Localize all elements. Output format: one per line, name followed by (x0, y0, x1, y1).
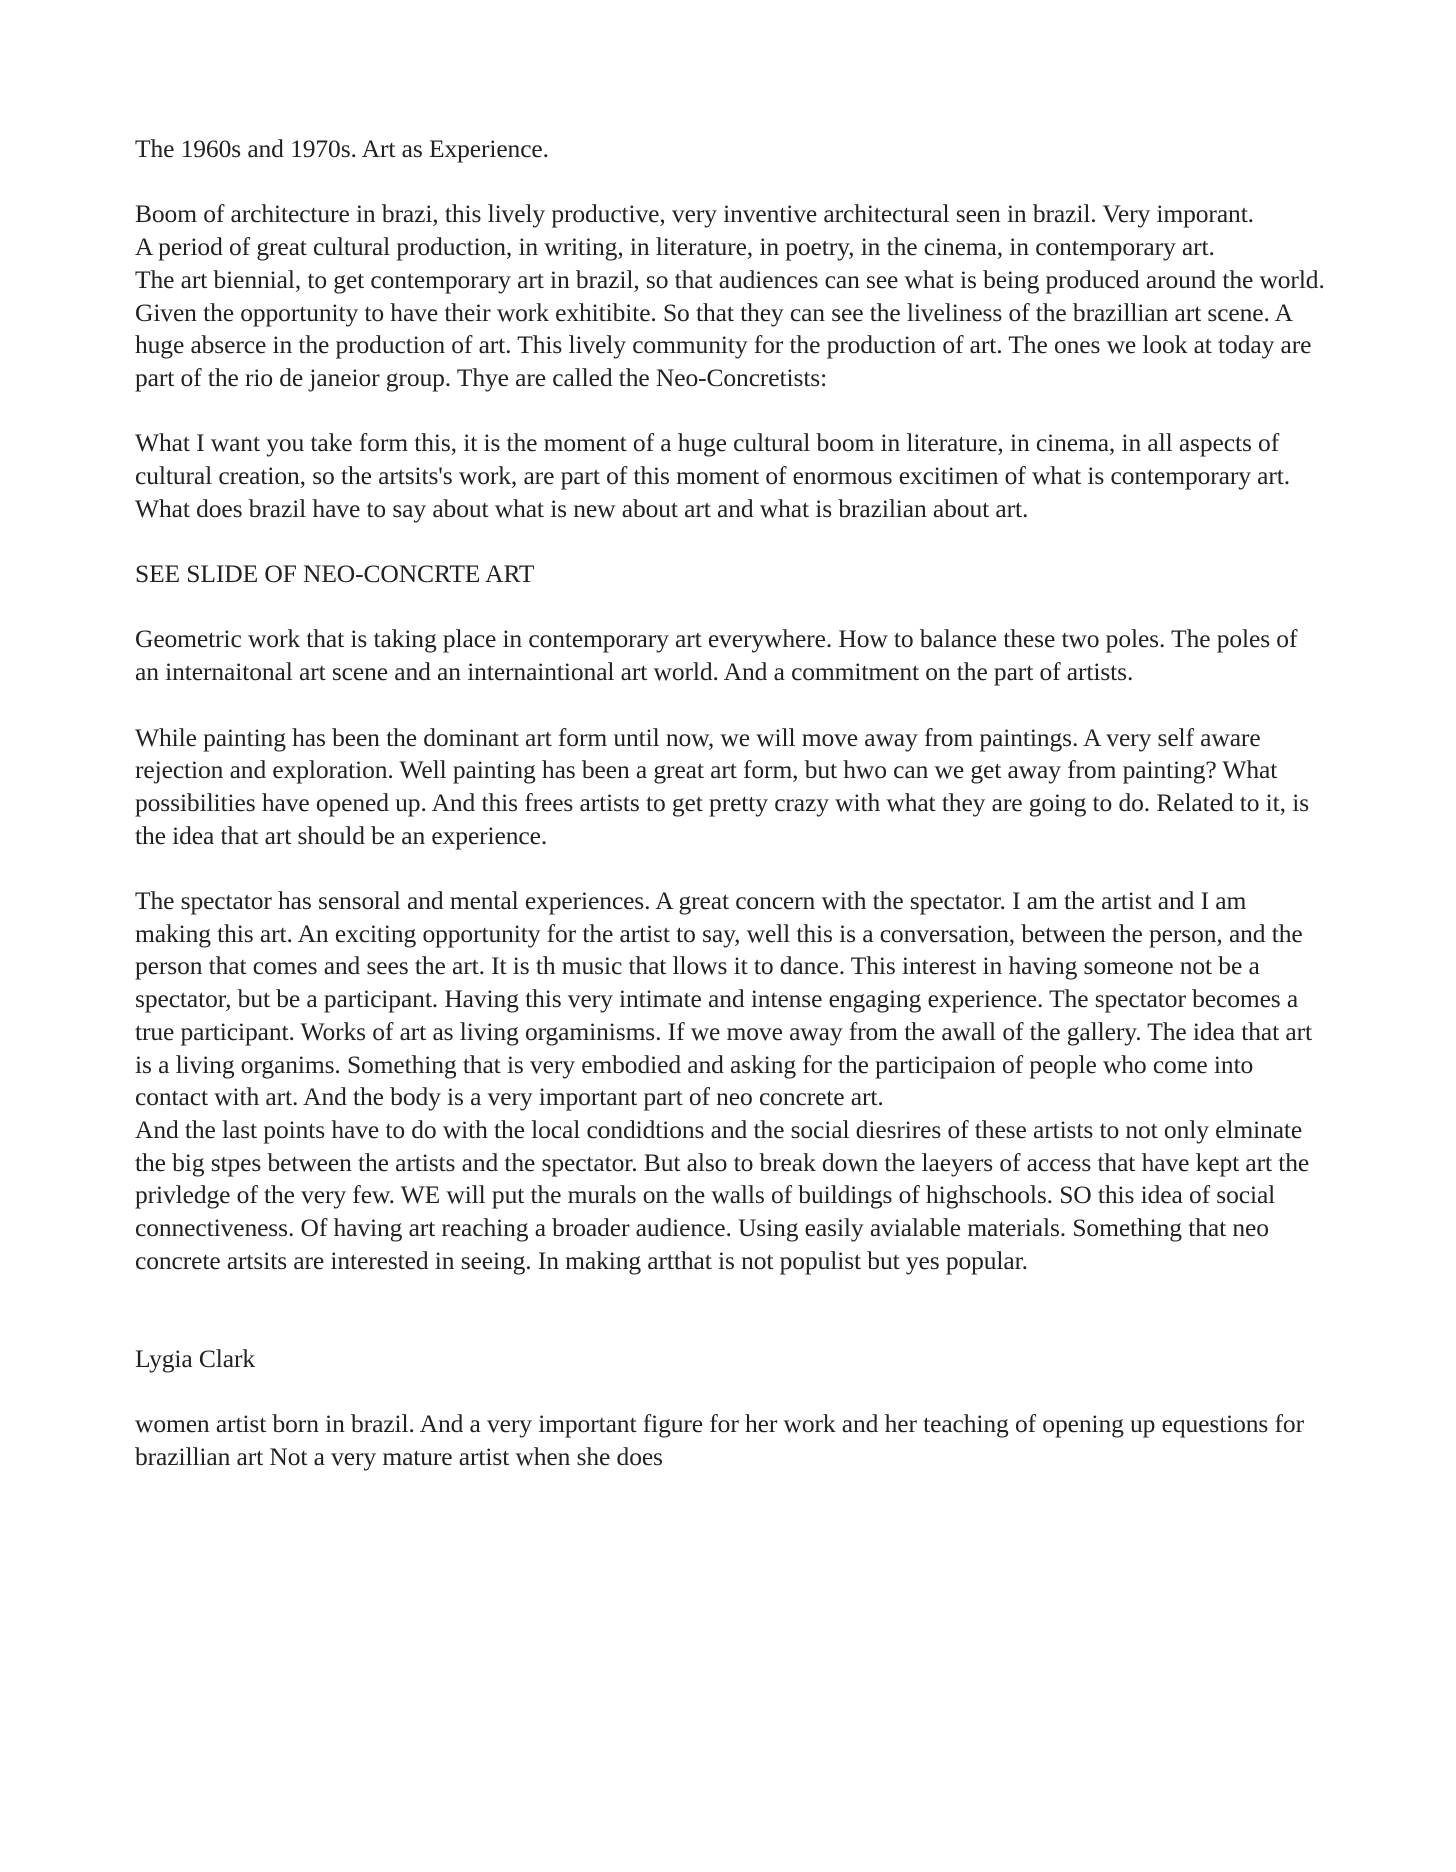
slide-note: SEE SLIDE OF NEO-CONCRTE ART (135, 559, 535, 589)
intro-architecture: Boom of architecture in brazi, this lively productive, very inventive architectural seen in brazil. Very imporant. (135, 199, 1254, 229)
paragraph-social: And the last points have to do with the local condidtions and the social diesrires of these artists to not only elminate the big stpes between the artists and the spectator. But also to break down the laeyers of access that have kept art the privledge of the very few. WE will put the murals on the walls of buildings of highschools. SO this idea of social connectiveness. Of having art reaching a broader audience. Using easily avialable materials. Something that neo concrete artsits are interested in seeing. In making artthat is not populist but yes popular. (135, 1115, 1310, 1275)
paragraph-gap (135, 395, 1325, 428)
paragraph-gap (135, 1278, 1325, 1343)
paragraph-geometric: Geometric work that is taking place in contemporary art everywhere. How to balance these two poles. The poles of an internaitonal art scene and an internaintional art world. And a commitment on the part of artists. (135, 624, 1298, 687)
document-heading: The 1960s and 1970s. Art as Experience. (135, 134, 549, 163)
paragraph-gap (135, 166, 1325, 199)
paragraph-spectator: The spectator has sensoral and mental experiences. A great concern with the spectator. I am the artist and I am making this art. An exciting opportunity for the artist to say, well this is a conversation, between the person, and the person that comes and sees the art. It is th music that llows it to dance. This interest in having someone not be a spectator, but be a participant. Having this very intimate and intense engaging experience. The spectator becomes a true participant. Works of art as living orgaminisms. If we move away from the awall of the gallery. The idea that art is a living organims. Something that is very embodied and asking for the participaion of people who come into contact with art. And the body is a very important part of neo concrete art. (135, 886, 1312, 1112)
paragraph-cultural-boom: What I want you take form this, it is the moment of a huge cultural boom in literature, in cinema, in all aspects of cultural creation, so the artsits's work, are part of this moment of enormous excitimen of what is contemporary art. What does brazil have to say about what is new about art and what is brazilian about art. (135, 428, 1291, 523)
intro-art-biennial: The art biennial, to get contemporary art in brazil, so that audiences can see what is being produced around the world. Given the opportunity to have their work exhitibite. So that they can see the liveliness of the brazillian art scene. A huge abserce in the production of art. This lively community for the production of art. The ones we look at today are part of the rio de janeior group. Thye are called the Neo-Concretists: (135, 264, 1325, 392)
paragraph-gap (135, 689, 1325, 722)
paragraph-gap (135, 591, 1325, 624)
paragraph-artist: women artist born in brazil. And a very important figure for her work and her teaching of opening up equestions for brazillian art Not a very mature artist when she does (135, 1409, 1304, 1471)
paragraph-painting: While painting has been the dominant art form until now, we will move away from paintings. A very self aware rejection and exploration. Well painting has been a great art form, but hwo can we get away from painting? What possibilities have opened up. And this frees artists to get pretty crazy with what they are going to do. Related to it, is the idea that art should be an experience. (135, 722, 1310, 850)
document-page (135, 133, 1325, 1474)
paragraph-gap (135, 1376, 1325, 1409)
artist-name: Lygia Clark (135, 1343, 256, 1373)
paragraph-gap (135, 852, 1325, 885)
paragraph-gap (135, 525, 1325, 558)
intro-cultural-production: A period of great cultural production, in writing, in literature, in poetry, in the cinema, in contemporary art. (135, 232, 1215, 262)
